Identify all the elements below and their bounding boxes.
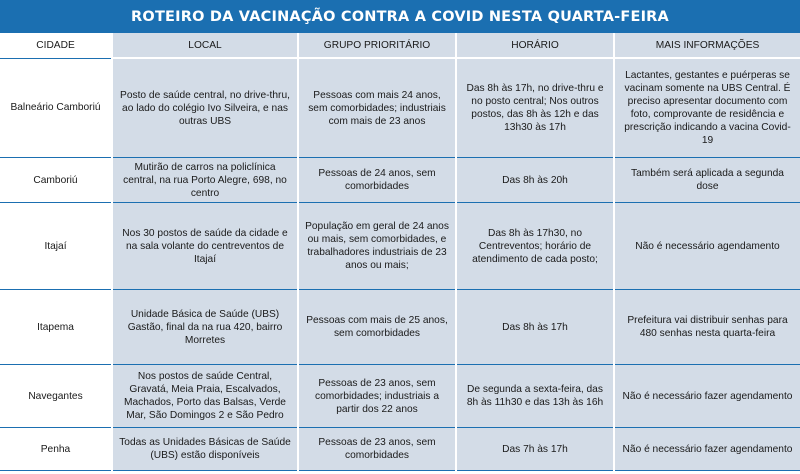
cell-grupo: Pessoas com mais 24 anos, sem comorbidades; industriais com mais de 23 anos bbox=[298, 58, 456, 158]
cell-cidade: Navegantes bbox=[0, 365, 112, 428]
table-row bbox=[0, 365, 800, 428]
cell-info: Prefeitura vai distribuir senhas para 480 senhas nesta quarta-feira bbox=[614, 290, 800, 365]
cell-local: Posto de saúde central, no drive-thru, ao lado do colégio Ivo Silveira, e nas outras UBS bbox=[112, 58, 298, 158]
column-header-info: MAIS INFORMAÇÕES bbox=[614, 33, 800, 58]
table-row bbox=[0, 428, 800, 471]
table-title: ROTEIRO DA VACINAÇÃO CONTRA A COVID NESTA QUARTA-FEIRA bbox=[0, 0, 800, 33]
table-row bbox=[0, 158, 800, 203]
column-header-horario: HORÁRIO bbox=[456, 33, 614, 58]
cell-info: Não é necessário fazer agendamento bbox=[614, 365, 800, 428]
cell-grupo: Pessoas de 24 anos, sem comorbidades bbox=[298, 158, 456, 203]
table-row bbox=[0, 290, 800, 365]
cell-grupo: Pessoas com mais de 25 anos, sem comorbidades bbox=[298, 290, 456, 365]
cell-grupo: Pessoas de 23 anos, sem comorbidades; industriais a partir dos 22 anos bbox=[298, 365, 456, 428]
table-row bbox=[0, 58, 800, 158]
cell-info: Não é necessário fazer agendamento bbox=[614, 428, 800, 471]
vaccination-schedule-table bbox=[0, 33, 800, 471]
cell-grupo: Pessoas de 23 anos, sem comorbidades bbox=[298, 428, 456, 471]
column-header-cidade: CIDADE bbox=[0, 33, 112, 58]
cell-horario: Das 8h às 17h, no drive-thru e no posto central; Nos outros postos, das 8h às 12h e das 13h30 às 17h bbox=[456, 58, 614, 158]
cell-local: Nos postos de saúde Central, Gravatá, Meia Praia, Escalvados, Machados, Porto das Balsas, Verde Mar, São Domingos 2 e São Pedro bbox=[112, 365, 298, 428]
cell-cidade: Itajaí bbox=[0, 203, 112, 290]
cell-cidade: Itapema bbox=[0, 290, 112, 365]
cell-grupo: População em geral de 24 anos ou mais, sem comorbidades, e trabalhadores industriais de 23 anos ou mais; bbox=[298, 203, 456, 290]
cell-info: Não é necessário agendamento bbox=[614, 203, 800, 290]
header-row bbox=[0, 33, 800, 58]
cell-cidade: Camboriú bbox=[0, 158, 112, 203]
table-row bbox=[0, 203, 800, 290]
cell-horario: De segunda a sexta-feira, das 8h às 11h30 e das 13h às 16h bbox=[456, 365, 614, 428]
column-header-grupo: GRUPO PRIORITÁRIO bbox=[298, 33, 456, 58]
cell-horario: Das 8h às 17h bbox=[456, 290, 614, 365]
cell-info: Também será aplicada a segunda dose bbox=[614, 158, 800, 203]
cell-cidade: Penha bbox=[0, 428, 112, 471]
cell-horario: Das 8h às 17h30, no Centreventos; horário de atendimento de cada posto; bbox=[456, 203, 614, 290]
cell-info: Lactantes, gestantes e puérperas se vacinam somente na UBS Central. É preciso apresentar documento com foto, comprovante de residência e prescrição indicando a vacina Covid-19 bbox=[614, 58, 800, 158]
cell-horario: Das 7h às 17h bbox=[456, 428, 614, 471]
cell-local: Mutirão de carros na policlínica central, na rua Porto Alegre, 698, no centro bbox=[112, 158, 298, 203]
cell-horario: Das 8h às 20h bbox=[456, 158, 614, 203]
cell-local: Todas as Unidades Básicas de Saúde (UBS) estão disponíveis bbox=[112, 428, 298, 471]
cell-cidade: Balneário Camboriú bbox=[0, 58, 112, 158]
cell-local: Unidade Básica de Saúde (UBS) Gastão, final da na rua 420, bairro Morretes bbox=[112, 290, 298, 365]
cell-local: Nos 30 postos de saúde da cidade e na sala volante do centreventos de Itajaí bbox=[112, 203, 298, 290]
column-header-local: LOCAL bbox=[112, 33, 298, 58]
